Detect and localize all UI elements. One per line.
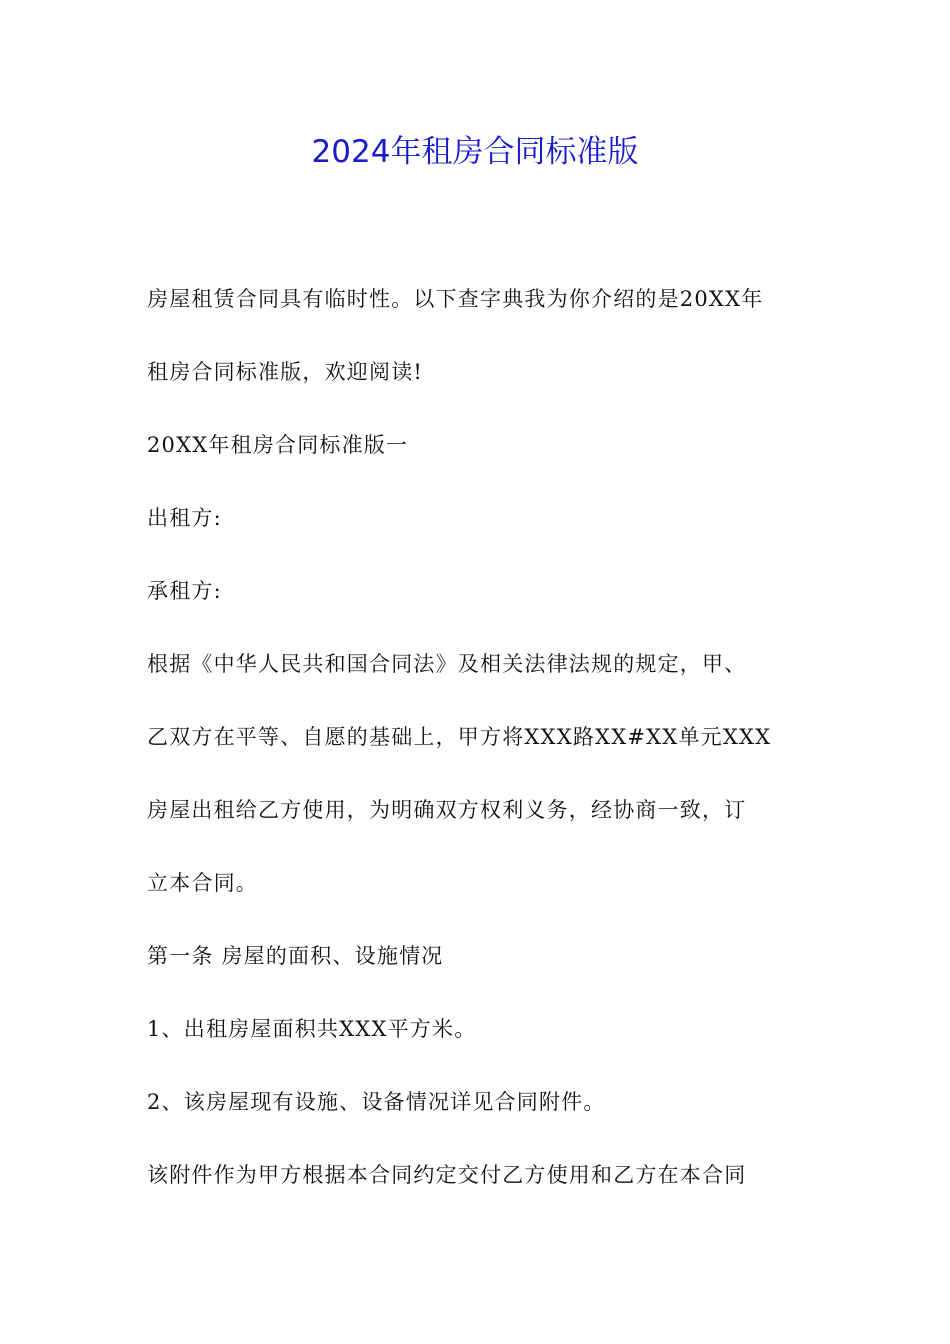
text-line: 乙双方在平等、自愿的基础上，甲方将XXX路XX#XX单元XXX [147, 725, 772, 749]
document-body [147, 263, 817, 1212]
lessee-field: 承租方: [147, 579, 222, 603]
text-line: 租房合同标准版，欢迎阅读! [147, 360, 424, 384]
text-line: 房屋租赁合同具有临时性。以下查字典我为你介绍的是20XX年 [147, 287, 764, 311]
text-line: 房屋出租给乙方使用，为明确双方权利义务，经协商一致，订 [147, 798, 747, 822]
document-title: 2024年租房合同标准版 [311, 134, 639, 170]
list-item: 2、该房屋现有设施、设备情况详见合同附件。 [147, 1090, 606, 1114]
text-line: 该附件作为甲方根据本合同约定交付乙方使用和乙方在本合同 [147, 1163, 747, 1187]
text-line: 立本合同。 [147, 871, 258, 895]
text-line: 根据《中华人民共和国合同法》及相关法律法规的规定，甲、 [147, 652, 747, 676]
section-heading: 20XX年租房合同标准版一 [147, 433, 409, 457]
list-item: 1、出租房屋面积共XXX平方米。 [147, 1017, 477, 1041]
article-heading: 第一条 房屋的面积、设施情况 [147, 944, 444, 968]
lessor-field: 出租方: [147, 506, 222, 530]
